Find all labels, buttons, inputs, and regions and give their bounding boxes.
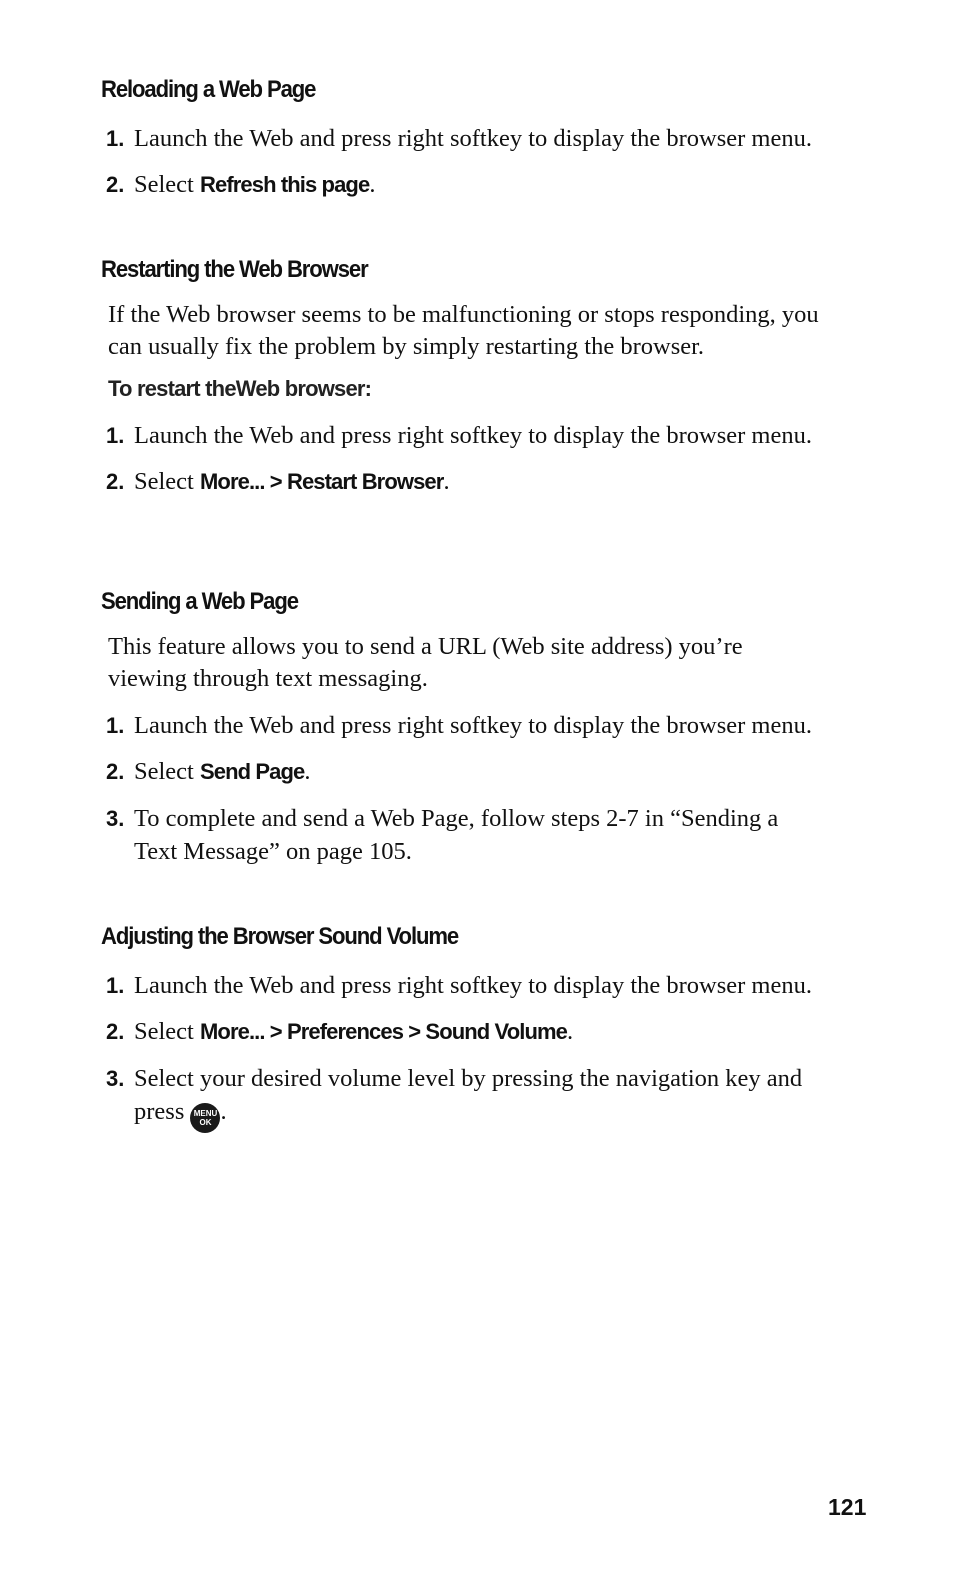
step-text: To complete and send a Web Page, follow steps 2-7 in “Sending a Text Message” on page 105.	[134, 805, 779, 865]
section-sending	[101, 587, 821, 868]
step-text: Select your desired volume level by pressing the navigation key and press	[134, 1065, 803, 1125]
step-number: 2.	[106, 172, 125, 197]
paragraph: If the Web browser seems to be malfunctioning or stops responding, you can usually fix the problem by simply restarting the browser.	[108, 301, 819, 360]
list-item: 3. Select your desired volume level by pressing the navigation key and press MENU OK .	[101, 1062, 821, 1133]
menu-path: More... > Preferences > Sound Volume	[200, 1019, 567, 1044]
list-item	[101, 802, 821, 868]
paragraph: This feature allows you to send a URL (Web site address) you’re viewing through text messaging.	[108, 633, 743, 692]
section-volume	[101, 922, 821, 1133]
list-item: 2. Select Send Page.	[101, 755, 821, 788]
step-number: 1.	[106, 423, 125, 448]
step-text: Select	[134, 468, 200, 495]
subheading: To restart theWeb browser:	[108, 376, 372, 401]
list-item	[101, 122, 821, 155]
step-number: 1.	[106, 973, 125, 998]
step-number: 2.	[106, 759, 125, 784]
menu-path: Refresh this page	[200, 172, 370, 197]
page-number: 121	[828, 1494, 867, 1520]
menu-path: More... > Restart Browser	[200, 469, 444, 494]
step-text: Launch the Web and press right softkey to display the browser menu.	[134, 422, 812, 449]
step-text: Launch the Web and press right softkey to display the browser menu.	[134, 972, 812, 999]
section-reloading	[101, 75, 821, 201]
list-item	[101, 969, 821, 1002]
heading-sending: Sending a Web Page	[101, 588, 298, 615]
section-restarting	[101, 255, 821, 498]
menu-ok-key-icon: MENU OK	[190, 1103, 220, 1133]
heading-reloading: Reloading a Web Page	[101, 76, 316, 103]
step-number: 3.	[106, 1066, 125, 1091]
step-text: Select	[134, 1018, 200, 1045]
step-number: 1.	[106, 126, 125, 151]
step-text: Select	[134, 171, 200, 198]
step-text: Launch the Web and press right softkey to display the browser menu.	[134, 712, 812, 739]
step-number: 1.	[106, 713, 125, 738]
list-item: 2. Select Refresh this page.	[101, 168, 821, 201]
step-number: 2.	[106, 469, 125, 494]
list-item	[101, 419, 821, 452]
heading-restarting: Restarting the Web Browser	[101, 256, 368, 283]
step-number: 2.	[106, 1019, 125, 1044]
menu-path: Send Page	[200, 759, 305, 784]
list-item: 2. Select More... > Preferences > Sound Volume.	[101, 1015, 821, 1048]
list-item	[101, 709, 821, 742]
heading-volume: Adjusting the Browser Sound Volume	[101, 923, 459, 950]
step-text: Select	[134, 758, 200, 785]
step-number: 3.	[106, 806, 125, 831]
step-text: Launch the Web and press right softkey to display the browser menu.	[134, 125, 812, 152]
list-item: 2. Select More... > Restart Browser.	[101, 465, 821, 498]
